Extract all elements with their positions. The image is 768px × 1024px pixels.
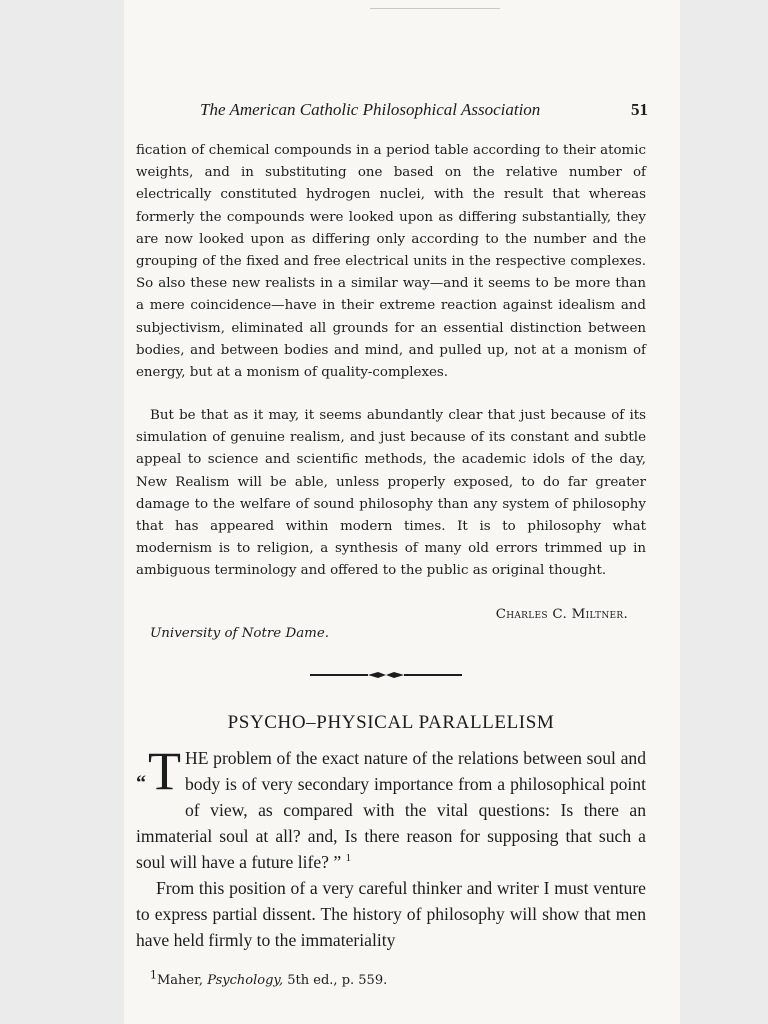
section-paragraph-1 — [136, 741, 646, 875]
section-body — [136, 741, 646, 953]
top-scan-line — [370, 8, 500, 9]
body-paragraph-1 — [136, 140, 646, 384]
footnote-details: 5th ed., p. 559. — [287, 973, 388, 988]
section-title: PSYCHO–PHYSICAL PARALLELISM — [227, 712, 555, 733]
footnote-reference: 1 — [345, 852, 352, 865]
drop-cap-glyph: T — [148, 741, 181, 801]
section-divider-ornament — [310, 669, 462, 681]
paragraph-text: But be that as it may, it seems abundantly clear that just because of its simulation of genuine realism, and just because of its constant and subtle appeal to science and scientific methods, the academic idols of the day, New Realism will be able, unless properly exposed, to do far greater damage to the welfare of sound philosophy than any system of philosophy that has appeared within modern times. It is to philosophy what modernism is to religion, a synthesis of many old errors trimmed up in ambiguous terminology and offered to the public as original thought. — [136, 408, 646, 579]
footnote-author: Maher, — [157, 973, 204, 988]
drop-cap-letter — [136, 741, 185, 805]
section-paragraph-2: From this position of a very careful thinker and writer I must venture to express partial dissent. The history of philosophy will show that men have held firmly to the immateriality — [136, 878, 646, 950]
footnote — [150, 968, 388, 988]
author-signature: Charles C. Miltner. — [495, 607, 628, 622]
opening-quote-mark: “ — [136, 772, 146, 794]
footnote-marker: 1 — [150, 968, 157, 982]
body-paragraph-2 — [136, 405, 646, 583]
page-number: 51 — [631, 100, 648, 119]
author-affiliation: University of Notre Dame. — [150, 626, 330, 641]
paragraph-text: fication of chemical compounds in a period table according to their atomic weights, and in substituting one based on the relative number of electrically constituted hydrogen nuclei, with the result that whereas formerly the compounds were looked upon as differing substantially, they are now looked upon as differing only according to the number and the grouping of the fixed and free electrical units in the respective complexes. So also these new realists in a similar way—and it seems to be more than a mere coincidence—have in their extreme reaction against idealism and subjectivism, eliminated all grounds for an essential distinction between bodies, and between bodies and mind, and pulled up, not at a monism of energy, but at a monism of quality-complexes. — [136, 143, 646, 381]
quoted-text: HE problem of the exact nature of the relations between soul and body is of very secondary importance from a philosophical point of view, as compared with the vital questions: Is there an immaterial soul at all? and, Is there reason for supposing that such a soul will have a future life? ” — [136, 748, 646, 872]
journal-title: The American Catholic Philosophical Association — [200, 100, 541, 119]
running-header — [200, 100, 648, 124]
footnote-work-title: Psychology, — [207, 973, 284, 988]
